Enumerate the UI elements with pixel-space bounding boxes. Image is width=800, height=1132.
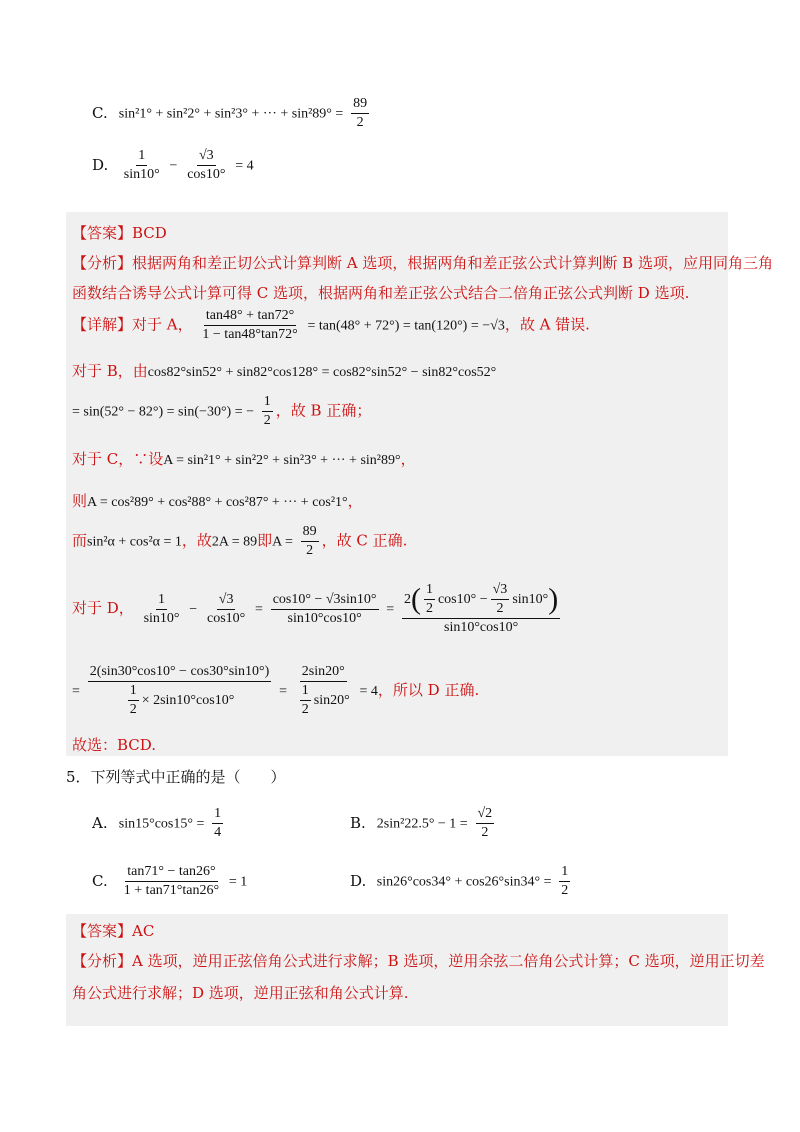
fraction: 2( $\frac{1}{2}$ cos10° − $\frac{√3}{2}$ sin10°) sin10°cos10° — [403, 582, 559, 636]
q4-option-c — [92, 96, 372, 131]
fraction: $\frac{1}{\sin 10^\circ}$ — [143, 591, 180, 626]
option-label: A. — [92, 813, 108, 832]
analysis-tag: 【分析】 — [72, 254, 133, 272]
detail-tag: 【详解】 — [72, 315, 133, 334]
fraction: $\frac{√3}{\cos 10^\circ}$ — [187, 148, 226, 183]
expression: cos82°sin52° + sin82°cos128° = cos82°sin52° − sin82°cos52° — [147, 365, 497, 380]
expression: A = cos²89° + cos²88° + cos²87° + ··· + cos²1° — [87, 495, 348, 510]
fraction: $\frac{√3}{\cos 10^\circ}$ — [206, 591, 246, 626]
fraction: $\frac{\tan 71^\circ - \tan 26^\circ}{1 + \tan 71^\circ\tan 26^\circ}$ — [123, 864, 220, 899]
q5-option-c: C. $\frac{\tan 71^\circ - \tan 26^\circ}{1 + \tan 71^\circ\tan 26^\circ}$ = 1 — [92, 864, 248, 899]
detail-d-line-2: = 2(sin30°cos10° − cos30°sin10°) $\frac{1}{2}$ × 2sin10°cos10° = 2sin20° $\frac{1}{2}$ sin20° = 4，所以 D 正确. — [72, 664, 480, 718]
fraction: $\frac{1}{4}$ — [214, 806, 222, 841]
analysis-tag: 【分析】 — [72, 952, 133, 970]
q5-option-a: A. sin15°cos15° = $\frac{1}{4}$ — [92, 806, 222, 841]
fraction: $\frac{1}{\sin 10^\circ}$ — [123, 148, 160, 183]
question-5-stem: 5．下列等式中正确的是（ ） — [66, 768, 286, 786]
expression: = sin(52° − 82°) = sin(−30°) = − — [72, 404, 254, 420]
q5-option-b: B. 2sin²22.5° − 1 = $\frac{√2}{2}$ — [350, 806, 493, 841]
fraction: 2(sin30°cos10° − cos30°sin10°) $\frac{1}{2}$ × 2sin10°cos10° — [89, 664, 270, 718]
expression: = tan(48° + 72°) = tan(120°) = −√3 — [307, 318, 505, 334]
fraction: $\frac{1}{2}$ — [263, 394, 271, 429]
fraction: $\frac{89}{2}$ — [302, 524, 317, 559]
fraction: 2sin20° $\frac{1}{2}$ sin20° — [301, 664, 350, 718]
q4-option-d: D. $\frac{1}{\sin 10^\circ}$ − $\frac{√3}{\cos 10^\circ}$ = 4 — [92, 148, 254, 183]
detail-c-line-2: 则A = cos²89° + cos²88° + cos²87° + ··· + cos²1°， — [72, 492, 363, 510]
detail-c-line-3: 而sin²α + cos²α = 1，故2A = 89即A = $\frac{89}{2}$ ，故 C 正确. — [72, 524, 408, 559]
detail-b-line-1: 对于 B，由cos82°sin52° + sin82°cos128° = cos82°sin52° − sin82°cos52° — [72, 362, 497, 380]
fraction: $\frac{√2}{2}$ — [477, 806, 493, 841]
answer-line: 【答案】BCD — [72, 224, 167, 242]
choose-line: 故选：BCD. — [72, 736, 157, 754]
answer-line: 【答案】AC — [72, 922, 155, 940]
fraction: $\frac{89}{2}$ — [353, 96, 368, 131]
option-label: C. — [92, 871, 108, 890]
fraction: $\frac{1}{2}$ — [561, 864, 569, 899]
fraction: $\frac{\tan 48^\circ + \tan 72^\circ}{1 - \tan 48^\circ\tan 72^\circ}$ — [202, 308, 298, 343]
expression: A = sin²1° + sin²2° + sin²3° + ··· + sin²89° — [163, 453, 401, 468]
detail-d-line-1: 对于 D， $\frac{1}{\sin 10^\circ}$ − $\frac{√3}{\cos 10^\circ}$ = $\frac{\cos 10^\circ - √3\sin 10^\circ}{\sin 10^\circ\cos 10^\circ}$ = 2( $\frac{1}{2}$ cos10° − $\frac{√3}{2}$ sin10°) sin10°cos10° — [72, 582, 559, 636]
detail-c-line-1: 对于 C，∵设A = sin²1° + sin²2° + sin²3° + ··· + sin²89°， — [72, 450, 416, 468]
analysis-line-2: 角公式进行求解；D 选项，逆用正弦和角公式计算. — [72, 984, 409, 1002]
analysis-line-2: 函数结合诱导公式计算可得 C 选项，根据两角和差正弦公式结合二倍角正弦公式判断 D 选项. — [72, 284, 690, 302]
detail-b-line-2: = sin(52° − 82°) = sin(−30°) = − $\frac{1}{2}$ ，故 B 正确； — [72, 394, 372, 429]
option-label: D. — [92, 155, 109, 174]
option-label: C. — [92, 103, 108, 122]
option-expression: sin²1° + sin²2° + sin²3° + ··· + sin²89° = — [118, 106, 344, 122]
analysis-line-1: 【分析】A 选项，逆用正弦倍角公式进行求解；B 选项，逆用余弦二倍角公式计算；C 选项，逆用正切差 — [72, 952, 765, 970]
q5-option-d: D. sin26°cos34° + cos26°sin34° = $\frac{1}{2}$ — [350, 864, 569, 899]
option-label: D. — [350, 871, 367, 890]
analysis-line-1: 【分析】根据两角和差正切公式计算判断 A 选项，根据两角和差正弦公式计算判断 B 选项，应用同角三角 — [72, 254, 773, 272]
detail-a-line: 【详解】对于 A， $\frac{\tan 48^\circ + \tan 72^\circ}{1 - \tan 48^\circ\tan 72^\circ}$ = tan(48° + 72°) = tan(120°) = −√3，故 A 错误. — [72, 308, 590, 343]
option-label: B. — [350, 813, 366, 832]
fraction: $\frac{\cos 10^\circ - √3\sin 10^\circ}{\sin 10^\circ\cos 10^\circ}$ — [272, 591, 377, 626]
